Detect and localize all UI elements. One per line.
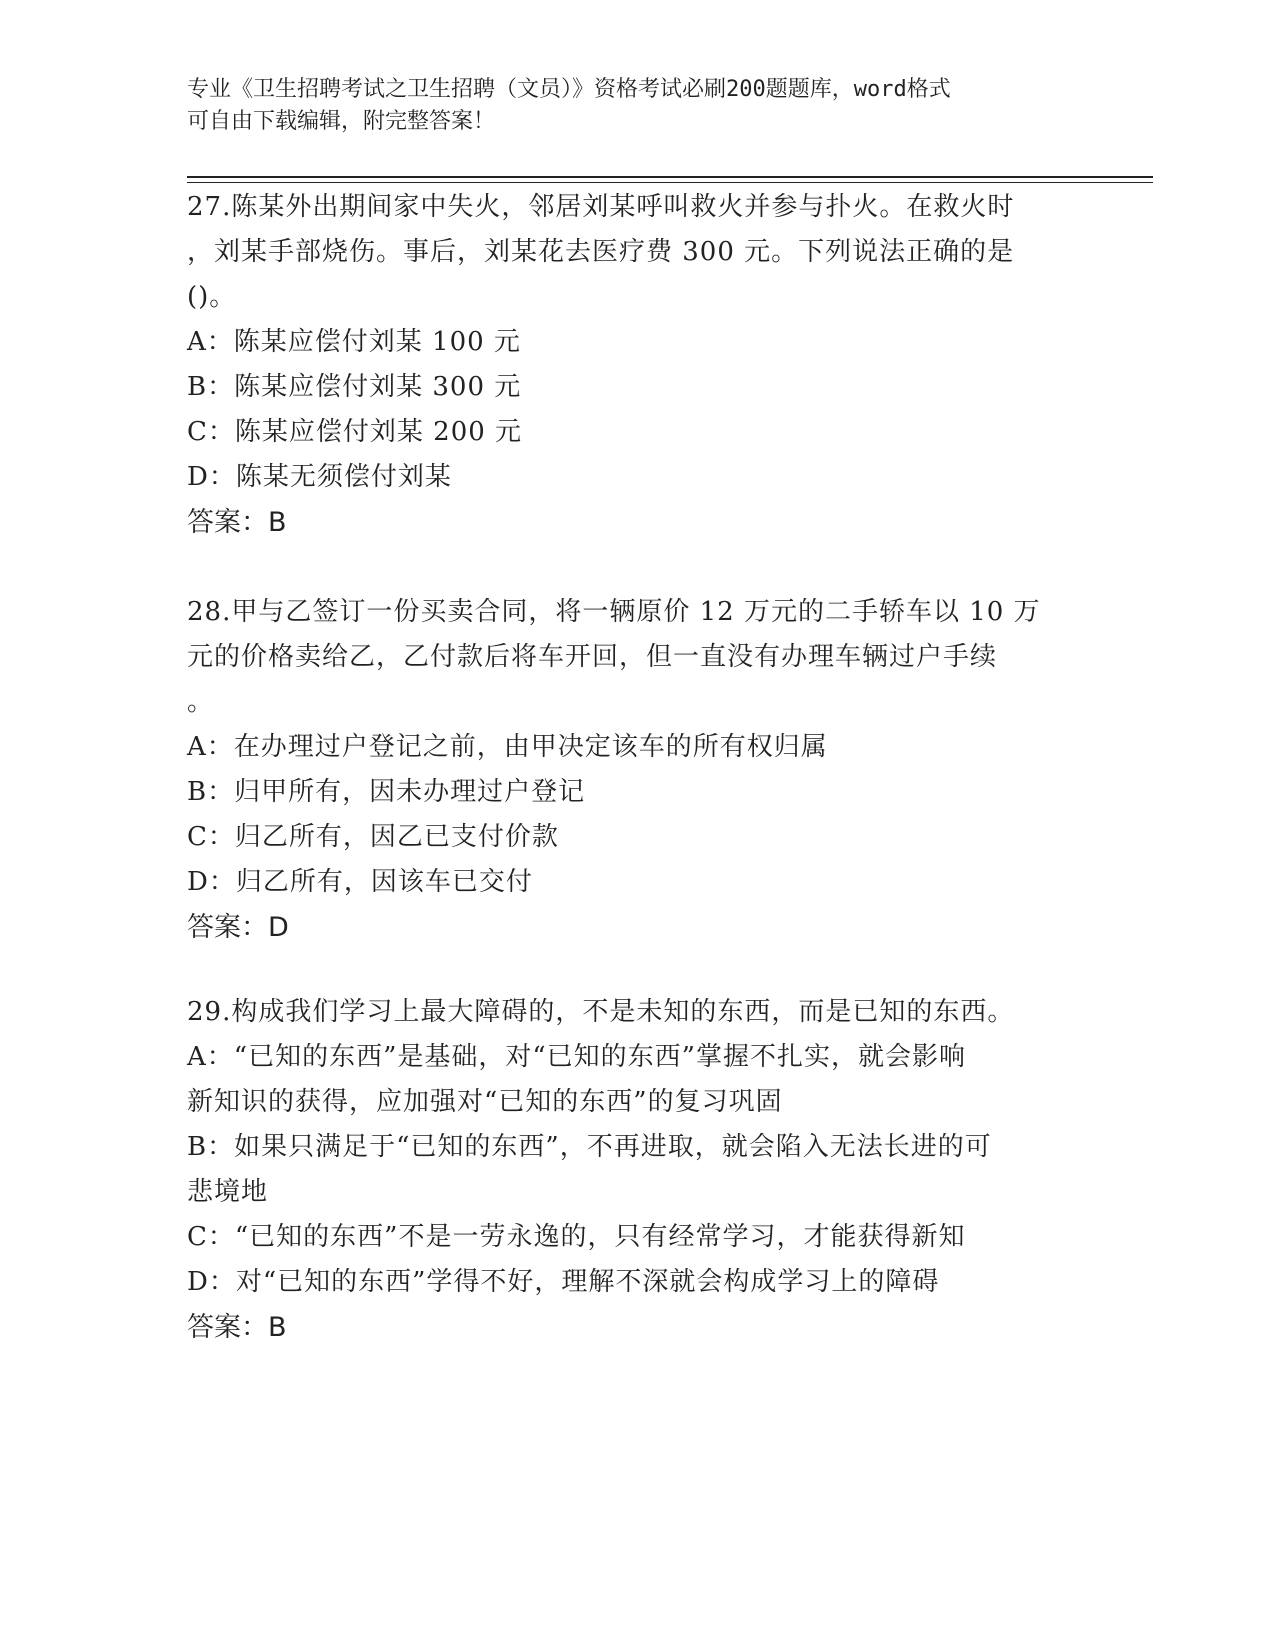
answer-label: 答案：B <box>187 507 287 538</box>
question-stem-line: 28.甲与乙签订一份买卖合同，将一辆原价 12 万元的二手轿车以 10 万 <box>187 597 1041 627</box>
option-a: A：在办理过户登记之前，由甲决定该车的所有权归属 <box>187 732 828 762</box>
question-29 <box>187 990 1067 1350</box>
header-line-2: 可自由下载编辑，附完整答案！ <box>187 109 496 134</box>
question-27 <box>187 185 1067 545</box>
question-stem-line: 27.陈某外出期间家中失火，邻居刘某呼叫救火并参与扑火。在救火时 <box>187 192 1015 222</box>
option-b: B：归甲所有，因未办理过户登记 <box>187 777 586 807</box>
option-d: D：陈某无须偿付刘某 <box>187 462 452 492</box>
option-d: D：归乙所有，因该车已交付 <box>187 867 533 897</box>
option-d: D：对“已知的东西”学得不好，理解不深就会构成学习上的障碍 <box>187 1267 940 1297</box>
option-c: C：归乙所有，因乙已支付价款 <box>187 822 559 852</box>
header-divider-thick <box>187 176 1153 178</box>
option-a: A：陈某应偿付刘某 100 元 <box>187 327 521 357</box>
option-c: C：陈某应偿付刘某 200 元 <box>187 417 523 447</box>
question-stem-line: 29.构成我们学习上最大障碍的，不是未知的东西，而是已知的东西。 <box>187 997 1015 1027</box>
header-line-1: 专业《卫生招聘考试之卫生招聘（文员）》资格考试必刷200题题库，word格式 <box>187 77 951 102</box>
option-b-continued: 悲境地 <box>187 1177 269 1207</box>
option-b: B：陈某应偿付刘某 300 元 <box>187 372 522 402</box>
question-stem-line: ，刘某手部烧伤。事后，刘某花去医疗费 300 元。下列说法正确的是 <box>187 237 1015 267</box>
question-stem-line: 。 <box>187 687 215 717</box>
question-stem-line: ()。 <box>187 282 237 312</box>
option-c: C：“已知的东西”不是一劳永逸的，只有经常学习，才能获得新知 <box>187 1222 966 1252</box>
question-28 <box>187 590 1067 950</box>
option-a: A：“已知的东西”是基础，对“已知的东西”掌握不扎实，就会影响 <box>187 1042 966 1072</box>
option-b: B：如果只满足于“已知的东西”，不再进取，就会陷入无法长进的可 <box>187 1132 992 1162</box>
header-divider-thin <box>187 182 1153 183</box>
document-header <box>187 74 1067 138</box>
answer-label: 答案：B <box>187 1312 287 1343</box>
question-stem-line: 元的价格卖给乙，乙付款后将车开回，但一直没有办理车辆过户手续 <box>187 642 998 672</box>
option-a-continued: 新知识的获得，应加强对“已知的东西”的复习巩固 <box>187 1087 783 1117</box>
answer-label: 答案：D <box>187 912 289 943</box>
